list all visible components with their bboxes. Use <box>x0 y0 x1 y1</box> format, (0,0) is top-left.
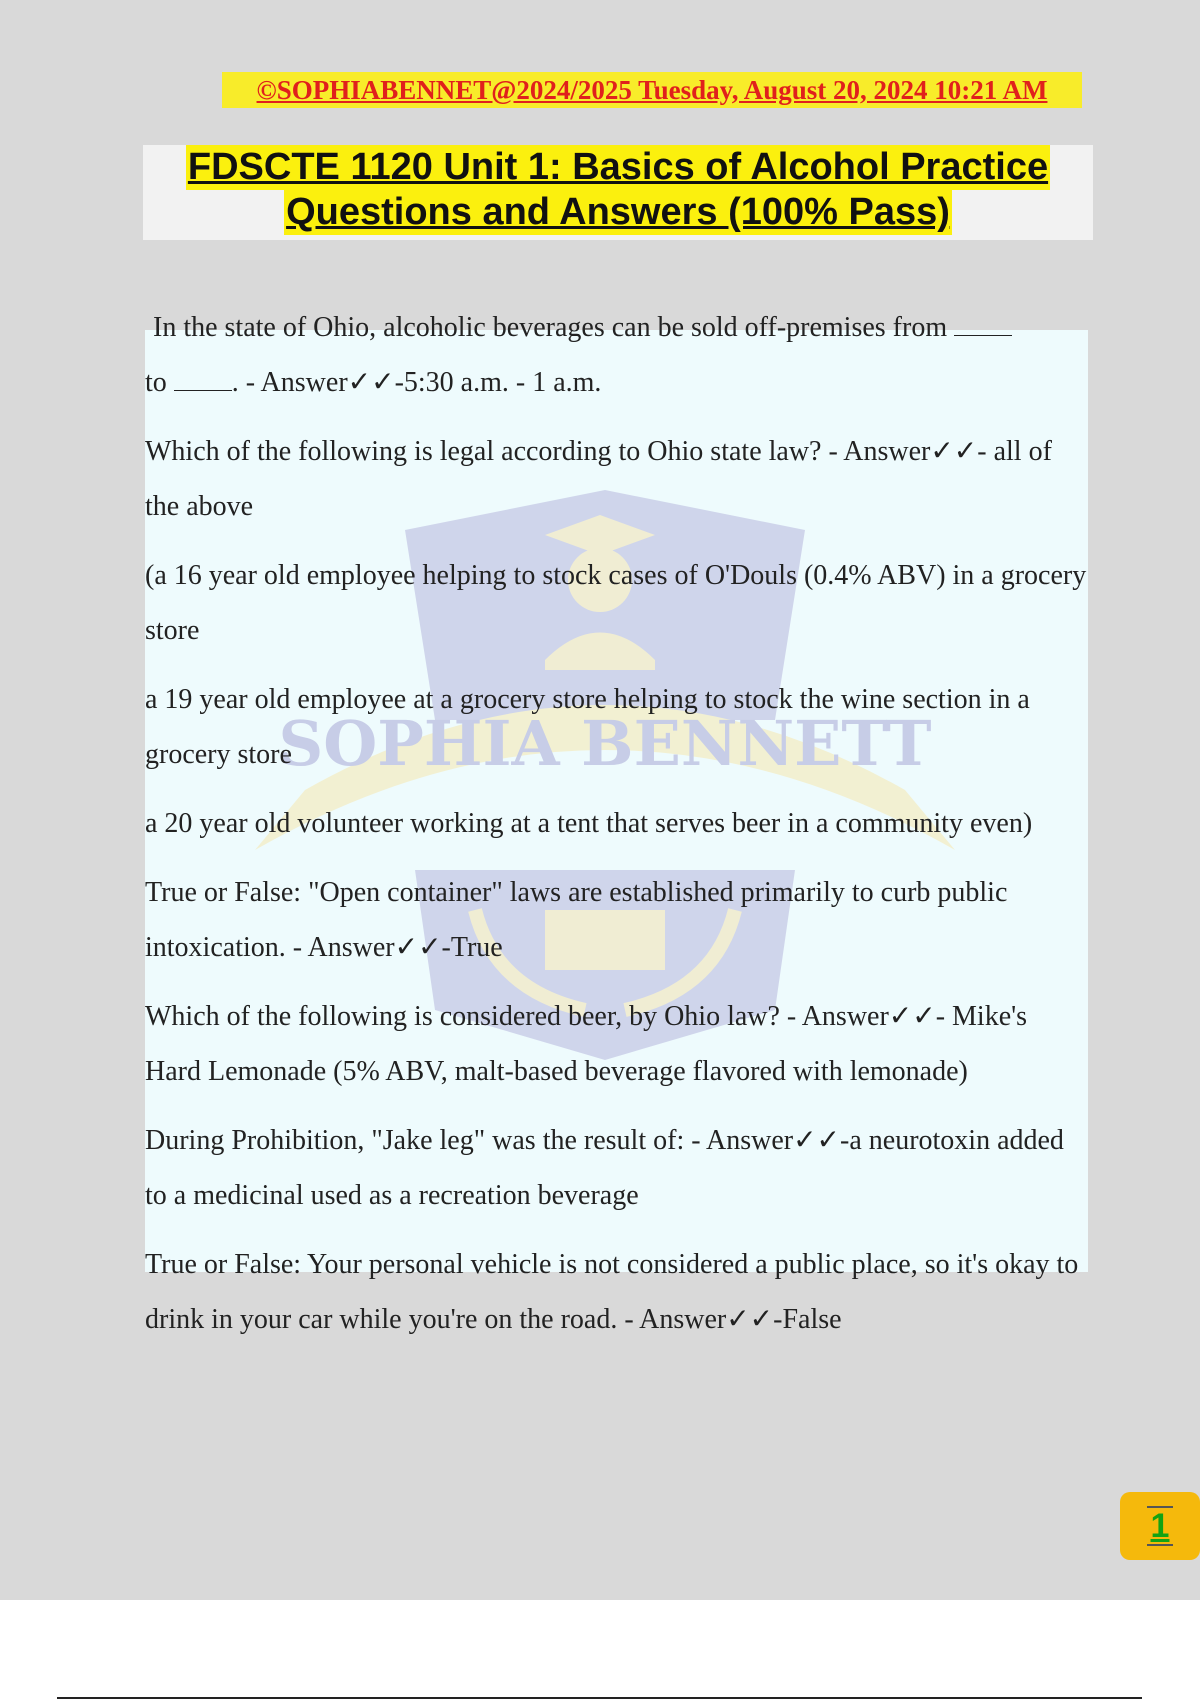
watermark-brand-text: SOPHIA BENNETT <box>278 707 932 780</box>
fill-in-blank <box>174 368 232 391</box>
qa-item: In the state of Ohio, alcoholic beverages can be sold off-premises from to . - Answer✓✓-5:30 a.m. - 1 a.m. <box>145 300 1090 410</box>
qa-list <box>145 300 1090 1361</box>
page-number-badge <box>1120 1492 1200 1560</box>
qa-item: During Prohibition, "Jake leg" was the result of: - Answer✓✓-a neurotoxin added to a medicinal used as a recreation beverage <box>145 1125 1064 1211</box>
page-number: 1 <box>1147 1506 1174 1546</box>
qa-item: True or False: Your personal vehicle is not considered a public place, so it's okay to drink in your car while you're on the road. - Answer✓✓-False <box>145 1249 1079 1335</box>
footer-divider <box>57 1697 1142 1699</box>
copyright-header: ©SOPHIABENNET@2024/2025 Tuesday, August 20, 2024 10:21 AM <box>222 72 1082 108</box>
qa-item: (a 16 year old employee helping to stock cases of O'Douls (0.4% ABV) in a grocery store <box>145 560 1087 646</box>
qa-item: Which of the following is legal according to Ohio state law? - Answer✓✓- all of the above <box>145 436 1052 522</box>
title-line-2: Questions and Answers (100% Pass) <box>286 191 950 233</box>
fill-in-blank <box>954 313 1012 336</box>
qa-item: a 19 year old employee at a grocery store helping to stock the wine section in a grocery store <box>145 684 1030 770</box>
qa-item: a 20 year old volunteer working at a tent that serves beer in a community even) <box>145 808 1033 839</box>
qa-item: Which of the following is considered beer, by Ohio law? - Answer✓✓- Mike's Hard Lemonade (5% ABV, malt-based beverage flavored with lemonade) <box>145 1001 1028 1087</box>
title-line-1: FDSCTE 1120 Unit 1: Basics of Alcohol Practice <box>187 146 1049 188</box>
page-title <box>143 145 1093 240</box>
qa-item: True or False: "Open container" laws are established primarily to curb public intoxication. - Answer✓✓-True <box>145 877 1008 963</box>
